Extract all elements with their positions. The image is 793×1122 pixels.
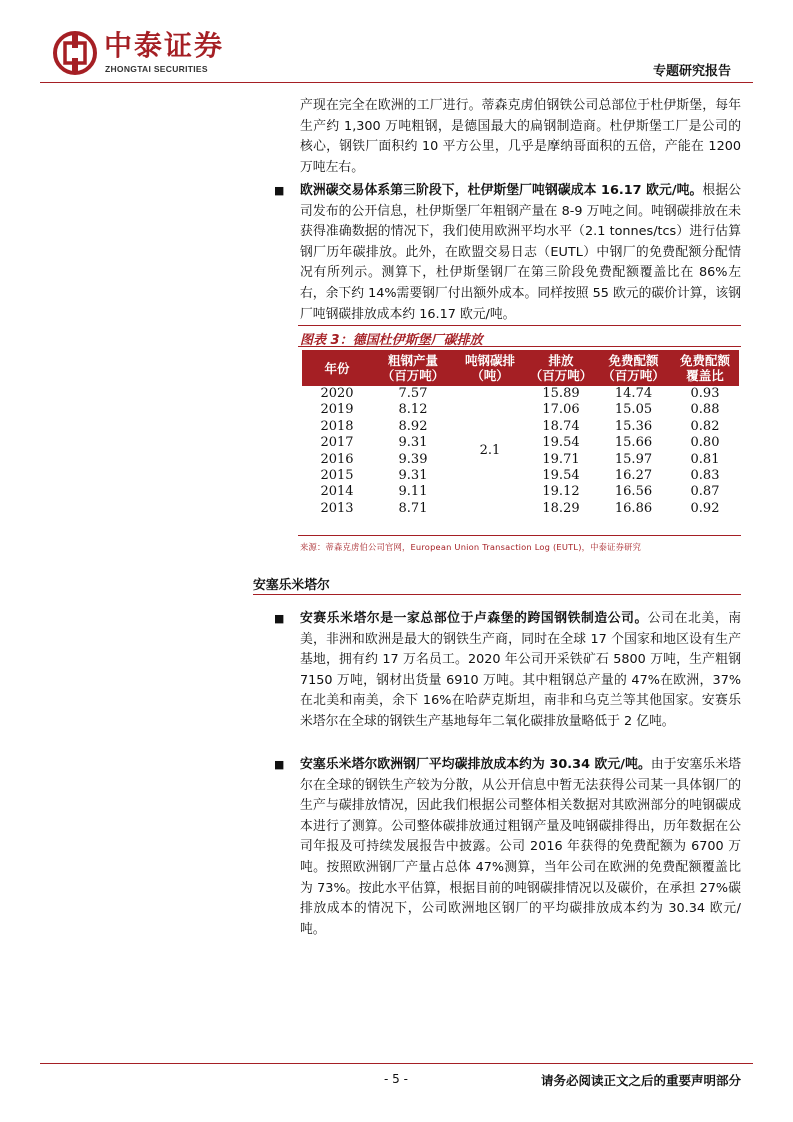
table-cell: 0.81 bbox=[690, 451, 720, 467]
bullet-paragraph-eu-cost bbox=[300, 755, 741, 940]
figure-title-rule bbox=[298, 346, 741, 347]
table-cell: 15.05 bbox=[614, 402, 653, 418]
intro-paragraph-block bbox=[300, 96, 741, 178]
emissions-table bbox=[302, 350, 739, 517]
table-cell: 15.89 bbox=[542, 386, 580, 401]
table-cell: 19.71 bbox=[542, 451, 580, 467]
table-cell: 2013 bbox=[320, 500, 354, 516]
table-header-cell: 粗钢产量 （百万吨） bbox=[372, 350, 454, 386]
table-cell: 8.12 bbox=[398, 402, 428, 418]
table-cell: 17.06 bbox=[542, 402, 580, 418]
table-cell: 9.31 bbox=[398, 435, 428, 451]
table-cell: 15.36 bbox=[614, 418, 653, 434]
table-cell: 19.54 bbox=[542, 468, 580, 484]
table-body bbox=[302, 386, 739, 517]
intro-paragraph: 产现在完全在欧洲的工厂进行。蒂森克虏伯钢铁公司总部位于杜伊斯堡，每年生产约 1,300 万吨粗钢，是德国最大的扁钢制造商。杜伊斯堡工厂是公司的核心，钢铁厂面积约 10 平方公里，几乎是摩纳哥面积的五倍，产能在 1200 万吨左右。 bbox=[300, 98, 741, 175]
bullet-body: 由于安塞乐米塔尔在全球的钢铁生产较为分散，从公开信息中暂无法获得公司某一具体钢厂的生产与碳排放情况，因此我们根据公司整体相关数据对其欧洲部分的吨钢碳成本进行了测算。公司整体碳排放通过粗钢产量及吨钢碳排得出，历年数据在公司年报及可持续发展报告中披露。公司 2016 年获得的免费配额为 6700 万吨。按照欧洲钢厂产量占总体 47%测算，当年公司在欧洲的免费配额覆盖比为 73%。按此水平估算，根据目前的吨钢碳排情况以及碳价，在承担 27%碳排放成本的情况下，公司欧洲地区钢厂的平均碳排放成本约为 30.34 欧元/吨。 bbox=[300, 757, 742, 937]
header-divider bbox=[40, 82, 753, 83]
table-cell-intensity: 2.1 bbox=[479, 443, 501, 459]
table-cell: 0.93 bbox=[690, 386, 720, 401]
table-cell: 0.92 bbox=[690, 500, 720, 516]
zhongtai-logo-icon bbox=[53, 31, 97, 75]
bullet-body: 公司在北美，南美，非洲和欧洲是最大的钢铁生产商，同时在全球 17 个国家和地区设有生产基地，拥有约 17 万名员工。2020 年公司开采铁矿石 5800 万吨，生产粗钢 7150 万吨，钢材出货量 6910 万吨。其中粗钢总产量的 47%在欧洲，37%在北美和南美，余下 16%在哈萨克斯坦，南非和乌克兰等其他国家。安赛乐米塔尔在全球的钢铁生产基地每年二氧化碳排放量略低于 2 亿吨。 bbox=[300, 611, 742, 729]
table-cell: 0.80 bbox=[690, 435, 720, 451]
table-cell: 7.57 bbox=[398, 386, 428, 401]
table-cell: 9.31 bbox=[398, 468, 428, 484]
bullet-heading: 安赛乐米塔尔是一家总部位于卢森堡的跨国钢铁制造公司。 bbox=[300, 611, 648, 626]
table-header-row bbox=[302, 350, 739, 386]
section-divider bbox=[253, 594, 741, 595]
logo-chinese-name: 中泰证券 bbox=[104, 29, 225, 62]
bullet-icon: ■ bbox=[274, 184, 285, 197]
table-header-cell: 免费配额 覆盖比 bbox=[671, 350, 739, 386]
table-cell: 2015 bbox=[320, 468, 354, 484]
footer-disclaimer: 请务必阅读正文之后的重要声明部分 bbox=[540, 1073, 741, 1088]
figure-top-rule bbox=[298, 325, 741, 326]
table-cell: 2017 bbox=[320, 435, 354, 451]
table-cell: 15.97 bbox=[614, 451, 653, 467]
bullet-heading: 安塞乐米塔尔欧洲钢厂平均碳排放成本约为 30.34 欧元/吨。 bbox=[300, 757, 651, 772]
figure-bottom-rule bbox=[298, 535, 741, 536]
footer-divider bbox=[40, 1063, 753, 1064]
table-cell: 0.87 bbox=[690, 484, 720, 500]
table-cell: 2016 bbox=[320, 451, 354, 467]
table-cell: 2014 bbox=[320, 484, 354, 500]
bullet-body: 根据公司发布的公开信息，杜伊斯堡厂年粗钢产量在 8-9 万吨之间。吨钢碳排放在未获得准确数据的情况下，我们使用欧洲平均水平（2.1 tonnes/tcs）进行估算钢厂历年碳排放。此外，在欧盟交易日志（EUTL）中钢厂的免费配额分配情况有所列示。测算下，杜伊斯堡钢厂在第三阶段免费配额覆盖比在 86%左右，余下约 14%需要钢厂付出额外成本。同样按照 55 欧元的碳价计算，该钢厂吨钢碳排放成本约 16.17 欧元/吨。 bbox=[300, 183, 742, 322]
table-header-cell: 年份 bbox=[302, 350, 372, 386]
table-cell: 16.56 bbox=[614, 484, 653, 500]
table-cell: 2019 bbox=[320, 402, 354, 418]
bullet-heading: 欧洲碳交易体系第三阶段下，杜伊斯堡厂吨钢碳成本 16.17 欧元/吨。 bbox=[300, 183, 703, 198]
figure-title: 图表 3：德国杜伊斯堡厂碳排放 bbox=[300, 333, 483, 348]
bullet-icon: ■ bbox=[274, 758, 285, 771]
table-header-cell: 免费配额 （百万吨） bbox=[596, 350, 671, 386]
table-row bbox=[302, 386, 739, 402]
bullet-icon: ■ bbox=[274, 612, 285, 625]
report-type: 专题研究报告 bbox=[652, 64, 731, 79]
table-cell: 14.74 bbox=[614, 386, 653, 401]
table-cell: 15.66 bbox=[614, 435, 653, 451]
logo-english-name: ZHONGTAI SECURITIES bbox=[105, 64, 208, 74]
page-number: - 5 - bbox=[384, 1072, 408, 1086]
bullet-paragraph-duisburg bbox=[300, 181, 741, 325]
table-cell: 2020 bbox=[320, 386, 354, 401]
table-cell: 0.88 bbox=[690, 402, 720, 418]
table-cell: 19.12 bbox=[542, 484, 580, 500]
table-cell: 9.11 bbox=[398, 484, 428, 500]
bullet-paragraph-arcelormittal bbox=[300, 609, 741, 733]
table-cell: 0.82 bbox=[690, 418, 720, 434]
table-cell: 18.29 bbox=[542, 500, 580, 516]
table-header-cell: 吨钢碳排 （吨） bbox=[454, 350, 526, 386]
table-cell: 9.39 bbox=[398, 451, 428, 467]
table-cell: 18.74 bbox=[542, 418, 580, 434]
table-cell: 0.83 bbox=[690, 468, 720, 484]
table-cell: 19.54 bbox=[542, 435, 580, 451]
table-header-cell: 排放 （百万吨） bbox=[526, 350, 596, 386]
section-heading: 安塞乐米塔尔 bbox=[253, 578, 330, 593]
figure-source: 来源：蒂森克虏伯公司官网，European Union Transaction Log (EUTL)，中泰证券研究 bbox=[300, 542, 642, 552]
table-cell: 2018 bbox=[320, 418, 354, 434]
table-cell: 16.27 bbox=[614, 468, 653, 484]
table-cell: 16.86 bbox=[614, 500, 653, 516]
table-cell: 8.92 bbox=[398, 418, 428, 434]
table-cell: 8.71 bbox=[398, 500, 428, 516]
